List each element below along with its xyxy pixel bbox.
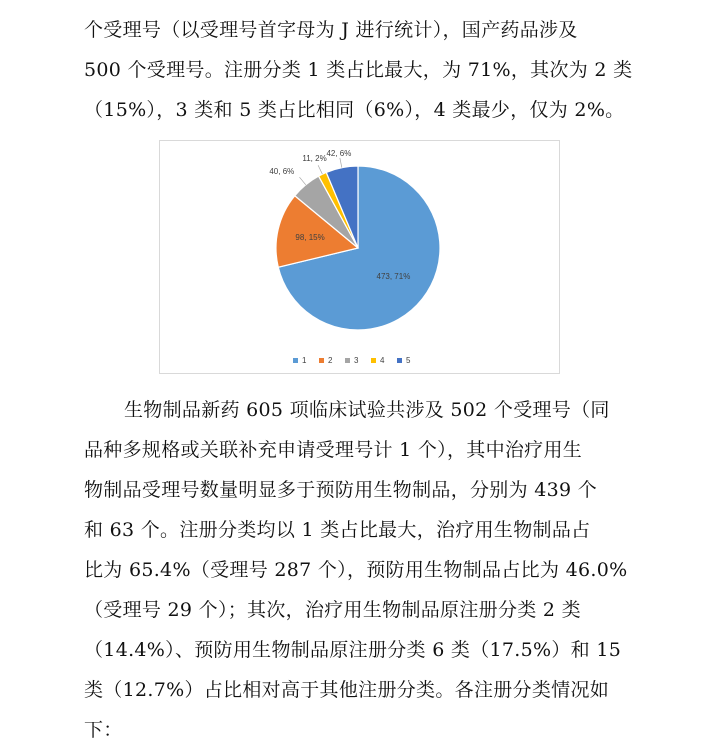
data-label-3: 40, 6% <box>269 166 295 176</box>
leader-line <box>340 158 342 168</box>
paragraph-line: 下： <box>84 719 123 741</box>
legend-label-3: 3 <box>354 356 359 365</box>
legend-swatch-4 <box>371 358 376 363</box>
paragraph-line: 生物制品新药 605 项临床试验共涉及 502 个受理号（同 <box>124 399 610 421</box>
paragraph-line: 物制品受理号数量明显多于预防用生物制品，分别为 439 个 <box>84 479 598 501</box>
legend-swatch-1 <box>293 358 298 363</box>
pie-chart <box>159 140 560 374</box>
data-label-1: 473, 71% <box>376 271 411 281</box>
legend-swatch-5 <box>397 358 402 363</box>
paragraph-line: 品种多规格或关联补充申请受理号计 1 个），其中治疗用生 <box>84 439 583 461</box>
leader-line <box>318 165 322 174</box>
paragraph-1 <box>84 10 640 130</box>
paragraph-line: 500 个受理号。注册分类 1 类占比最大，为 71%，其次为 2 类 <box>84 59 633 81</box>
paragraph-line: （15%），3 类和 5 类占比相同（6%），4 类最少，仅为 2%。 <box>84 99 625 121</box>
paragraph-line: 类（12.7%）占比相对高于其他注册分类。各注册分类情况如 <box>84 679 610 701</box>
legend-label-5: 5 <box>406 356 411 365</box>
data-label-5: 42, 6% <box>326 149 352 159</box>
paragraph-2 <box>84 390 640 750</box>
legend-label-4: 4 <box>380 356 385 365</box>
legend-label-1: 1 <box>302 356 307 365</box>
paragraph-line: 比为 65.4%（受理号 287 个），预防用生物制品占比为 46.0% <box>84 559 628 581</box>
legend-swatch-2 <box>319 358 324 363</box>
data-label-2: 98, 15% <box>295 232 325 242</box>
leader-line <box>299 177 305 185</box>
legend-swatch-3 <box>345 358 350 363</box>
data-label-4: 11, 2% <box>302 153 327 163</box>
paragraph-line: 和 63 个。注册分类均以 1 类占比最大，治疗用生物制品占 <box>84 519 591 541</box>
paragraph-line: （受理号 29 个）；其次，治疗用生物制品原注册分类 2 类 <box>84 599 581 621</box>
pie-chart-svg <box>160 141 559 373</box>
paragraph-line: （14.4%）、预防用生物制品原注册分类 6 类（17.5%）和 15 <box>84 639 622 661</box>
legend-label-2: 2 <box>328 356 333 365</box>
paragraph-line: 个受理号（以受理号首字母为 J 进行统计），国产药品涉及 <box>84 19 578 41</box>
